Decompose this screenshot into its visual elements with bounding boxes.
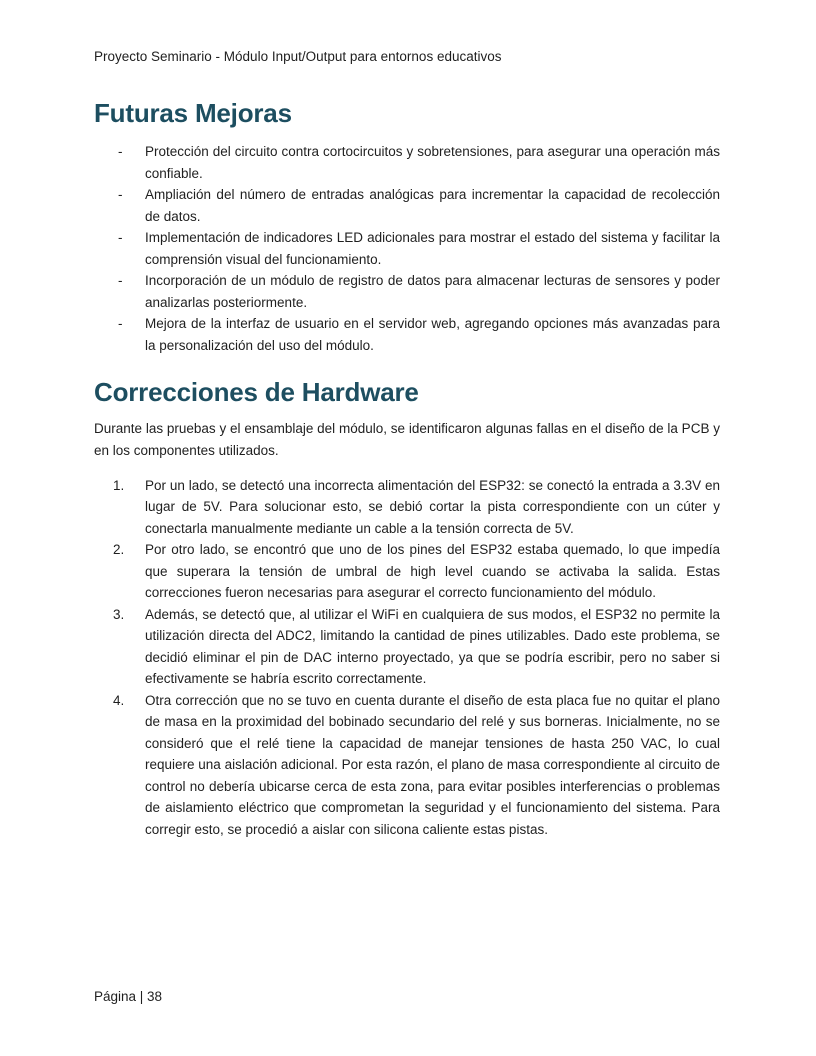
list-item-text: Implementación de indicadores LED adicionales para mostrar el estado del sistema y facilitar la comprensión visual del funcionamiento. (145, 230, 720, 267)
list-item-text: Otra corrección que no se tuvo en cuenta durante el diseño de esta placa fue no quitar el plano de masa en la proximidad del bobinado secundario del relé y sus borneras. Inicialmente, no se consideró que el relé tiene la capacidad de manejar tensiones de hasta 250 VAC, lo cual requiere una aislación adicional. Por esta razón, el plano de masa correspondiente al circuito de control no debería ubicarse cerca de esta zona, para evitar posibles interferencias o problemas de aislamiento eléctrico que comprometan la seguridad y el funcionamiento del sistema. Para corregir esto, se procedió a aislar con silicona caliente estas pistas. (145, 692, 720, 837)
list-item-text: Incorporación de un módulo de registro de datos para almacenar lecturas de sensores y poder analizarlas posteriormente. (145, 273, 720, 310)
list-item-text: Mejora de la interfaz de usuario en el servidor web, agregando opciones más avanzadas para la personalización del uso del módulo. (145, 316, 720, 353)
list-item (94, 313, 720, 356)
numbered-list-item (94, 475, 720, 540)
bullet-list-futuras-mejoras (94, 141, 720, 356)
numbered-list-correcciones (94, 475, 720, 841)
list-number-marker: 1. (113, 477, 125, 493)
numbered-list-item (94, 690, 720, 841)
section-title-correcciones-hardware: Correcciones de Hardware (94, 377, 419, 407)
list-item-text: Por un lado, se detectó una incorrecta alimentación del ESP32: se conectó la entrada a 3.3V en lugar de 5V. Para solucionar esto, se debió cortar la pista correspondiente con un cúter y conectarla manualmente mediante un cable a la tensión correcta de 5V. (145, 477, 720, 536)
section-intro-paragraph: Durante las pruebas y el ensamblaje del módulo, se identificaron algunas fallas en el diseño de la PCB y en los componentes utilizados. (94, 421, 720, 458)
list-number-marker: 4. (113, 692, 125, 708)
numbered-list-item (94, 604, 720, 690)
bullet-dash-marker: - (118, 273, 123, 288)
list-item-text: Además, se detectó que, al utilizar el WiFi en cualquiera de sus modos, el ESP32 no permite la utilización directa del ADC2, limitando la cantidad de pines utilizables. Dado este problema, se decidió eliminar el pin de DAC interno proyectado, ya que se podría escribir, pero no saber si efectivamente se habría escrito correctamente. (145, 606, 720, 686)
numbered-list-item (94, 539, 720, 604)
page-footer: Página | 38 (94, 989, 163, 1004)
list-item-text: Ampliación del número de entradas analógicas para incrementar la capacidad de recolección de datos. (145, 187, 720, 224)
bullet-dash-marker: - (118, 144, 123, 159)
list-item-text: Protección del circuito contra cortocircuitos y sobretensiones, para asegurar una operación más confiable. (145, 144, 720, 181)
page-header: Proyecto Seminario - Módulo Input/Output para entornos educativos (94, 49, 502, 64)
list-item (94, 227, 720, 270)
bullet-dash-marker: - (118, 187, 123, 202)
list-item (94, 141, 720, 184)
list-number-marker: 3. (113, 606, 125, 622)
list-item (94, 270, 720, 313)
section-title-futuras-mejoras: Futuras Mejoras (94, 98, 292, 128)
bullet-dash-marker: - (118, 316, 123, 331)
list-item (94, 184, 720, 227)
list-number-marker: 2. (113, 542, 125, 557)
bullet-dash-marker: - (118, 230, 123, 245)
list-item-text: Por otro lado, se encontró que uno de los pines del ESP32 estaba quemado, lo que impedía que superara la tensión de umbral de high level cuando se activaba la salida. Estas correcciones fueron necesarias para asegurar el correcto funcionamiento del módulo. (145, 542, 720, 600)
